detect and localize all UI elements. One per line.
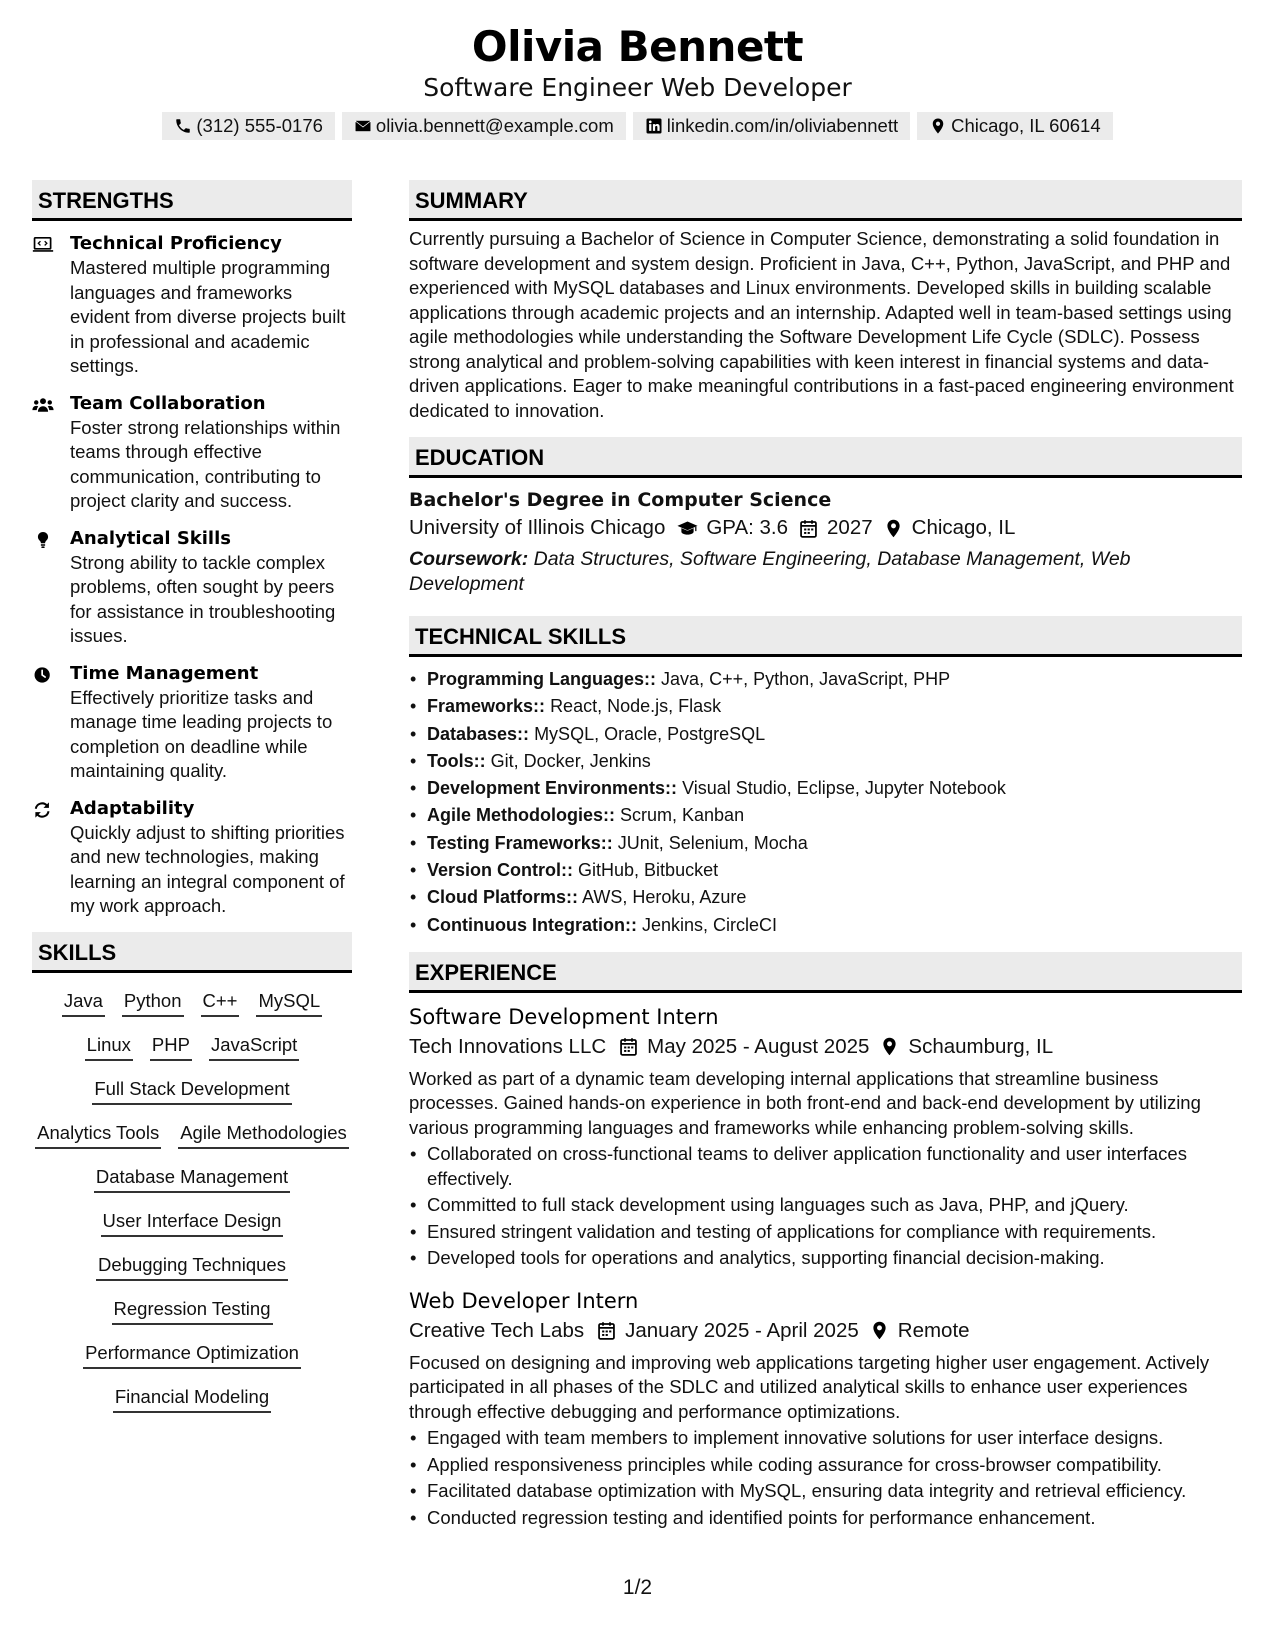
calendar-icon [798, 518, 819, 539]
skill-tag: PHP [150, 1033, 192, 1061]
edu-degree: Bachelor's Degree in Computer Science [409, 489, 832, 511]
map-pin-icon [883, 518, 904, 539]
skill-tag: Java [62, 989, 105, 1017]
tech-skill-label: Agile Methodologies:: [427, 805, 615, 826]
tech-skill-label: Programming Languages:: [427, 669, 657, 689]
candidate-title: Software Engineer Web Developer [423, 73, 852, 102]
sync-icon [32, 801, 54, 819]
tech-skill-value: Jenkins, CircleCI [641, 914, 778, 935]
skill-tag: C++ [201, 989, 240, 1017]
edu-gpa: GPA: 3.6 [706, 516, 789, 539]
job-location: Remote [897, 1318, 970, 1342]
list-item: • Developed tools for operations and analytics, supporting financial decision-making. [409, 1246, 1242, 1271]
tech-skill-value: Git, Docker, Jenkins [490, 750, 651, 771]
strength-desc: Foster strong relationships within teams through effective communication, contributing to project clarity and success. [70, 416, 341, 511]
contact-linkedin[interactable] [633, 112, 910, 140]
list-item [409, 693, 1242, 720]
technical-skills-heading: TECHNICAL SKILLS [409, 616, 1242, 657]
skill-tag: Regression Testing [112, 1297, 273, 1325]
tech-skill-label: Testing Frameworks:: [427, 832, 613, 853]
skill-tag: Python [122, 989, 184, 1017]
tech-skill-label: Development Environments:: [427, 778, 678, 799]
education-entry [409, 487, 1242, 596]
list-item [409, 721, 1242, 748]
job-role: Software Development Intern [409, 1004, 719, 1029]
linkedin-icon [645, 117, 663, 135]
contact-linkedin-text[interactable]: linkedin.com/in/oliviabennett [666, 115, 899, 136]
summary-text: Currently pursuing a Bachelor of Science in Computer Science, demonstrating a solid foundation in software development and system design. Proficient in Java, C++, Python, JavaScript, and PHP and experienced with MySQL databases and Linux environments. Developed skills in building scalable applications through academic projects and an internship. Adapted well in team-based settings using agile methodologies while understanding the Software Development Life Cycle (SDLC). Possess strong analytical and problem-solving capabilities with keen interest in financial systems and data-driven applications. Eager to make meaningful contributions in a fast-paced engineering environment dedicated to innovation. [409, 228, 1234, 421]
list-item: • Collaborated on cross-functional teams to deliver application functionality and user interfaces effectively. [409, 1142, 1242, 1191]
list-item [409, 802, 1242, 829]
phone-icon [174, 117, 192, 135]
contact-bar [0, 112, 1275, 140]
job-bullets [409, 1426, 1242, 1530]
tech-skill-value: Java, C++, Python, JavaScript, PHP [661, 669, 951, 689]
job-location: Schaumburg, IL [908, 1034, 1054, 1058]
edu-location: Chicago, IL [911, 516, 1016, 539]
coursework-text: Data Structures, Software Engineering, Database Management, Web Development [409, 548, 1131, 595]
list-item: • Committed to full stack development using languages such as Java, PHP, and jQuery. [409, 1193, 1242, 1218]
tech-skill-label: Frameworks:: [427, 696, 546, 717]
strength-title: Adaptability [70, 797, 195, 819]
envelope-icon [354, 117, 372, 135]
tech-skill-label: Version Control:: [427, 860, 574, 881]
tech-skill-value: React, Node.js, Flask [550, 696, 722, 717]
clock-icon [32, 666, 54, 684]
job-meta [409, 1316, 1242, 1346]
job-company: Creative Tech Labs [409, 1318, 585, 1342]
list-item: • Facilitated database optimization with MySQL, ensuring data integrity and retrieval efficiency. [409, 1479, 1242, 1504]
contact-location [917, 112, 1112, 140]
tech-skill-value: Visual Studio, Eclipse, Jupyter Notebook [682, 778, 1006, 799]
skill-tag: MySQL [256, 989, 322, 1017]
list-item [409, 775, 1242, 802]
skill-tag: Analytics Tools [35, 1121, 161, 1149]
strength-title: Team Collaboration [70, 392, 266, 414]
skills-tags [32, 973, 352, 1413]
list-item [409, 748, 1242, 775]
job-company: Tech Innovations LLC [409, 1034, 607, 1058]
job-role: Web Developer Intern [409, 1288, 639, 1313]
page-number: 1/2 [622, 1576, 653, 1599]
candidate-name: Olivia Bennett [471, 22, 804, 71]
laptop-code-icon [32, 236, 54, 254]
users-icon [32, 396, 54, 414]
skill-tag: Financial Modeling [113, 1385, 271, 1413]
skill-tag: Linux [85, 1033, 133, 1061]
job-dates: May 2025 - August 2025 [647, 1034, 870, 1058]
contact-phone [162, 112, 335, 140]
strength-desc: Mastered multiple programming languages and frameworks evident from diverse projects built in professional and academic settings. [70, 257, 346, 376]
contact-phone-text: (312) 555-0176 [196, 115, 323, 136]
job-bullets [409, 1142, 1242, 1271]
skill-tag: Full Stack Development [92, 1077, 291, 1105]
list-item [409, 884, 1242, 911]
coursework-label: Coursework: [409, 548, 529, 570]
job-description: Focused on designing and improving web applications targeting higher user engagement. Actively participated in all phases of the SDLC and utilized analytical skills to enhance user experiences through effective debugging and performance optimizations. [409, 1351, 1210, 1422]
list-item: • Engaged with team members to implement innovative solutions for user interface designs. [409, 1426, 1242, 1451]
contact-email[interactable] [342, 112, 626, 140]
job-dates: January 2025 - April 2025 [625, 1318, 859, 1342]
list-item: • Applied responsiveness principles while coding assurance for cross-browser compatibility. [409, 1453, 1242, 1478]
contact-email-text[interactable]: olivia.bennett@example.com [375, 115, 614, 136]
tech-skill-value: JUnit, Selenium, Mocha [617, 832, 808, 853]
tech-skill-label: Cloud Platforms:: [427, 887, 578, 908]
strength-desc: Quickly adjust to shifting priorities and new technologies, making learning an integral component of my work approach. [70, 821, 345, 916]
edu-meta [409, 513, 1242, 543]
experience-heading: EXPERIENCE [409, 952, 1242, 993]
map-pin-icon [869, 1320, 890, 1341]
list-item [409, 857, 1242, 884]
edu-year: 2027 [827, 516, 873, 539]
list-item [409, 912, 1242, 939]
strength-title: Time Management [70, 662, 259, 684]
tech-skill-value: MySQL, Oracle, PostgreSQL [534, 723, 766, 744]
strengths-heading: STRENGTHS [32, 180, 352, 221]
edu-school: University of Illinois Chicago [409, 516, 666, 539]
skill-tag: Performance Optimization [83, 1341, 301, 1369]
skill-tag: Database Management [94, 1165, 290, 1193]
education-heading: EDUCATION [409, 437, 1242, 478]
skill-tag: User Interface Design [101, 1209, 284, 1237]
skill-tag: Debugging Techniques [96, 1253, 288, 1281]
tech-skill-label: Tools:: [427, 750, 486, 771]
experience-entry [409, 1002, 1242, 1271]
summary-heading: SUMMARY [409, 180, 1242, 221]
tech-skill-value: GitHub, Bitbucket [578, 860, 719, 881]
experience-entry [409, 1286, 1242, 1531]
strength-title: Technical Proficiency [70, 233, 282, 254]
strength-item [32, 662, 352, 784]
map-pin-icon [929, 117, 947, 135]
job-meta [409, 1032, 1242, 1062]
tech-skill-value: AWS, Heroku, Azure [582, 887, 747, 908]
strength-item [32, 797, 352, 919]
strength-title: Analytical Skills [70, 527, 231, 549]
strength-item [32, 392, 352, 514]
skill-tag: Agile Methodologies [178, 1121, 349, 1149]
tech-skill-value: Scrum, Kanban [620, 805, 745, 826]
strength-desc: Effectively prioritize tasks and manage time leading projects to completion on deadline while maintaining quality. [70, 686, 333, 781]
job-description: Worked as part of a dynamic team developing internal applications that streamline business processes. Gained hands-on experience in both front-end and back-end development by utilizing various programming languages and frameworks while enhancing problem-solving skills. [409, 1067, 1201, 1138]
right-column [409, 180, 1242, 1530]
lightbulb-icon [32, 531, 54, 549]
edu-coursework [409, 547, 1242, 596]
calendar-icon [618, 1036, 639, 1057]
list-item: • Ensured stringent validation and testing of applications for compliance with requirements. [409, 1220, 1242, 1245]
list-item [409, 830, 1242, 857]
strength-item [32, 527, 352, 649]
technical-skills-list [409, 666, 1242, 939]
strengths-list [32, 232, 352, 919]
list-item [409, 666, 1242, 693]
tech-skill-label: Databases:: [427, 723, 530, 744]
graduation-cap-icon [677, 518, 698, 539]
calendar-icon [596, 1320, 617, 1341]
tech-skill-label: Continuous Integration:: [427, 914, 637, 935]
map-pin-icon [879, 1036, 900, 1057]
strength-item [32, 232, 352, 379]
skills-heading: SKILLS [32, 932, 352, 973]
resume-header [0, 0, 1275, 140]
left-column [32, 180, 352, 1413]
list-item: • Conducted regression testing and identified points for performance enhancement. [409, 1506, 1242, 1531]
contact-location-text: Chicago, IL 60614 [951, 115, 1101, 136]
skill-tag: JavaScript [209, 1033, 299, 1061]
strength-desc: Strong ability to tackle complex problems, often sought by peers for assistance in troubleshooting issues. [70, 551, 336, 646]
